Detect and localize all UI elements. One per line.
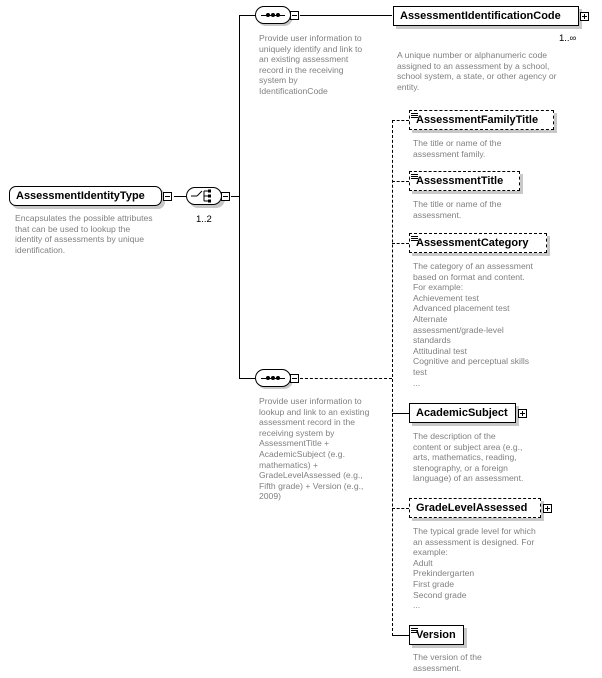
element-academic-subject[interactable]: [409, 403, 516, 423]
root-type-doc: Encapsulates the possible attributes that can be used to lookup the identity of assessments by unique identification.: [15, 213, 153, 255]
element-doc: The description of the content or subject area (e.g., arts, mathematics, reading, stenography, or a foreign language) of an assessment.: [413, 431, 524, 484]
element-doc: The title or name of the assessment family.: [413, 138, 502, 159]
element-doc: A unique number or alphanumeric code assigned to an assessment by a school, school system, a state, or other agency or entity.: [397, 50, 557, 92]
connector-choice-vertical: [239, 15, 240, 378]
choice-icon: [187, 188, 221, 204]
sequence1-doc: Provide user information to uniquely identify and link to an existing assessment record in the receiving system by IdentificationCode: [259, 33, 363, 96]
element-doc: The category of an assessment based on format and content. For example: Achievement test Advanced placement test Alternate assessment/grade-level standards Attitudinal test Cognitive and perceptual skills test ...: [413, 261, 533, 388]
element-version[interactable]: [409, 625, 464, 645]
choice-compositor[interactable]: [186, 187, 222, 205]
connector-to-element-2: [392, 181, 409, 182]
connector-root-to-choice: [174, 196, 186, 197]
connector-to-element-6: [392, 635, 409, 636]
collapse-icon[interactable]: [163, 192, 172, 201]
connector-seq2-vertical: [392, 120, 393, 636]
connector-seq1-to-code: [300, 15, 392, 16]
element-assessment-family-title[interactable]: [409, 110, 554, 130]
connector-to-sequence2: [239, 378, 255, 379]
connector-seq2-out: [300, 378, 392, 379]
connector-choice-out: [231, 196, 239, 197]
element-assessment-identification-code[interactable]: [393, 6, 579, 26]
element-doc: The typical grade level for which an assessment is designed. For example: Adult Prekindergarten First grade Second grade ...: [413, 526, 536, 611]
element-name: Version: [416, 629, 456, 641]
element-doc: The title or name of the assessment.: [413, 199, 502, 220]
root-type-name: AssessmentIdentityType: [16, 190, 145, 202]
sequence-compositor-2[interactable]: [255, 369, 291, 387]
element-name: AcademicSubject: [416, 407, 508, 419]
expand-icon[interactable]: [543, 504, 552, 513]
element-name: AssessmentFamilyTitle: [416, 114, 539, 126]
element-assessment-category[interactable]: [409, 233, 547, 253]
element-name: AssessmentTitle: [416, 175, 504, 187]
element-multiplicity: 1..∞: [559, 33, 577, 44]
connector-to-element-1: [392, 120, 409, 121]
collapse-icon[interactable]: [221, 192, 230, 201]
element-name: AssessmentCategory: [416, 237, 529, 249]
element-grade-level-assessed[interactable]: [409, 498, 541, 518]
connector-to-element-5: [392, 508, 409, 509]
connector-to-element-3: [392, 243, 409, 244]
connector-to-element-4: [392, 413, 409, 414]
element-name: AssessmentIdentificationCode: [400, 10, 561, 22]
element-doc: The version of the assessment.: [413, 652, 482, 673]
expand-icon[interactable]: [580, 12, 589, 21]
element-assessment-title[interactable]: [409, 171, 520, 191]
element-name: GradeLevelAssessed: [416, 502, 528, 514]
collapse-icon[interactable]: [290, 11, 299, 20]
root-type-box[interactable]: [9, 186, 162, 206]
connector-to-sequence1: [239, 15, 255, 16]
collapse-icon[interactable]: [290, 374, 299, 383]
expand-icon[interactable]: [518, 409, 527, 418]
sequence-compositor-1[interactable]: [255, 6, 291, 24]
choice-multiplicity: 1..2: [196, 214, 212, 225]
sequence2-doc: Provide user information to lookup and link to an existing assessment record in the receiving system by AssessmentTitle + AcademicSubject (e.g. mathematics) + GradeLevelAssessed (e.g., Fifth grade) + Version (e.g., 2009): [259, 396, 370, 502]
